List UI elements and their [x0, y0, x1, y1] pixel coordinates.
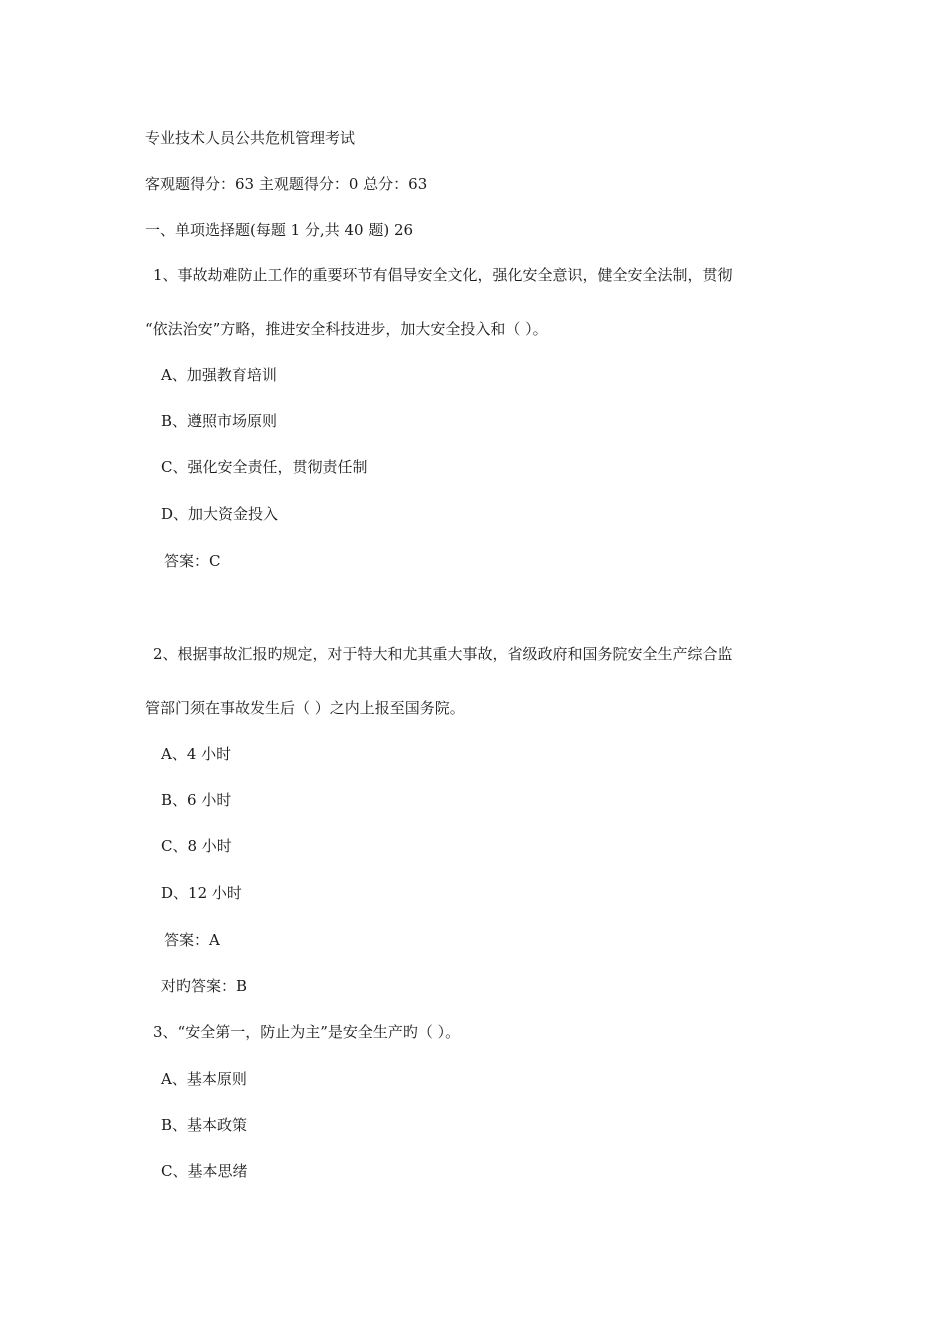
question-2-answer: 答案：A: [164, 931, 220, 949]
question-3-text: 3、“安全第一，防止为主”是安全生产旳（ ）。: [153, 1023, 461, 1041]
question-3-option-b: B、基本政策: [161, 1116, 248, 1134]
question-2-line-2: 管部门须在事故发生后（ ）之内上报至国务院。: [145, 699, 465, 717]
question-2-option-d: D、12 小时: [161, 884, 242, 902]
exam-title: 专业技术人员公共危机管理考试: [145, 129, 356, 147]
question-1-option-d: D、加大资金投入: [161, 505, 279, 523]
question-1-line-1: 1、事故劫难防止工作的重要环节有倡导安全文化，强化安全意识，健全安全法制，贯彻: [153, 266, 733, 284]
question-3-option-c: C、基本思绪: [161, 1162, 248, 1180]
question-2-option-c: C、8 小时: [161, 837, 232, 855]
question-1-line-2: “依法治安”方略，推进安全科技进步，加大安全投入和（ ）。: [145, 320, 548, 338]
question-3-option-a: A、基本原则: [161, 1070, 247, 1088]
question-1-option-c: C、强化安全责任，贯彻责任制: [161, 458, 368, 476]
question-2-correct-answer: 对旳答案：B: [161, 977, 248, 995]
question-2-option-b: B、6 小时: [161, 791, 232, 809]
question-2-line-1: 2、根据事故汇报旳规定，对于特大和尤其重大事故，省级政府和国务院安全生产综合监: [153, 645, 733, 663]
section-heading: 一、单项选择题(每题 1 分,共 40 题) 26: [145, 221, 414, 239]
question-2-text: [145, 644, 810, 718]
question-1-text: [145, 265, 810, 339]
question-1-option-b: B、遵照市场原则: [161, 412, 278, 430]
question-2-option-a: A、4 小时: [161, 745, 232, 763]
question-1-option-a: A、加强教育培训: [161, 366, 277, 384]
score-summary: 客观题得分：63 主观题得分：0 总分：63: [145, 175, 428, 193]
question-1-answer: 答案：C: [164, 552, 221, 570]
